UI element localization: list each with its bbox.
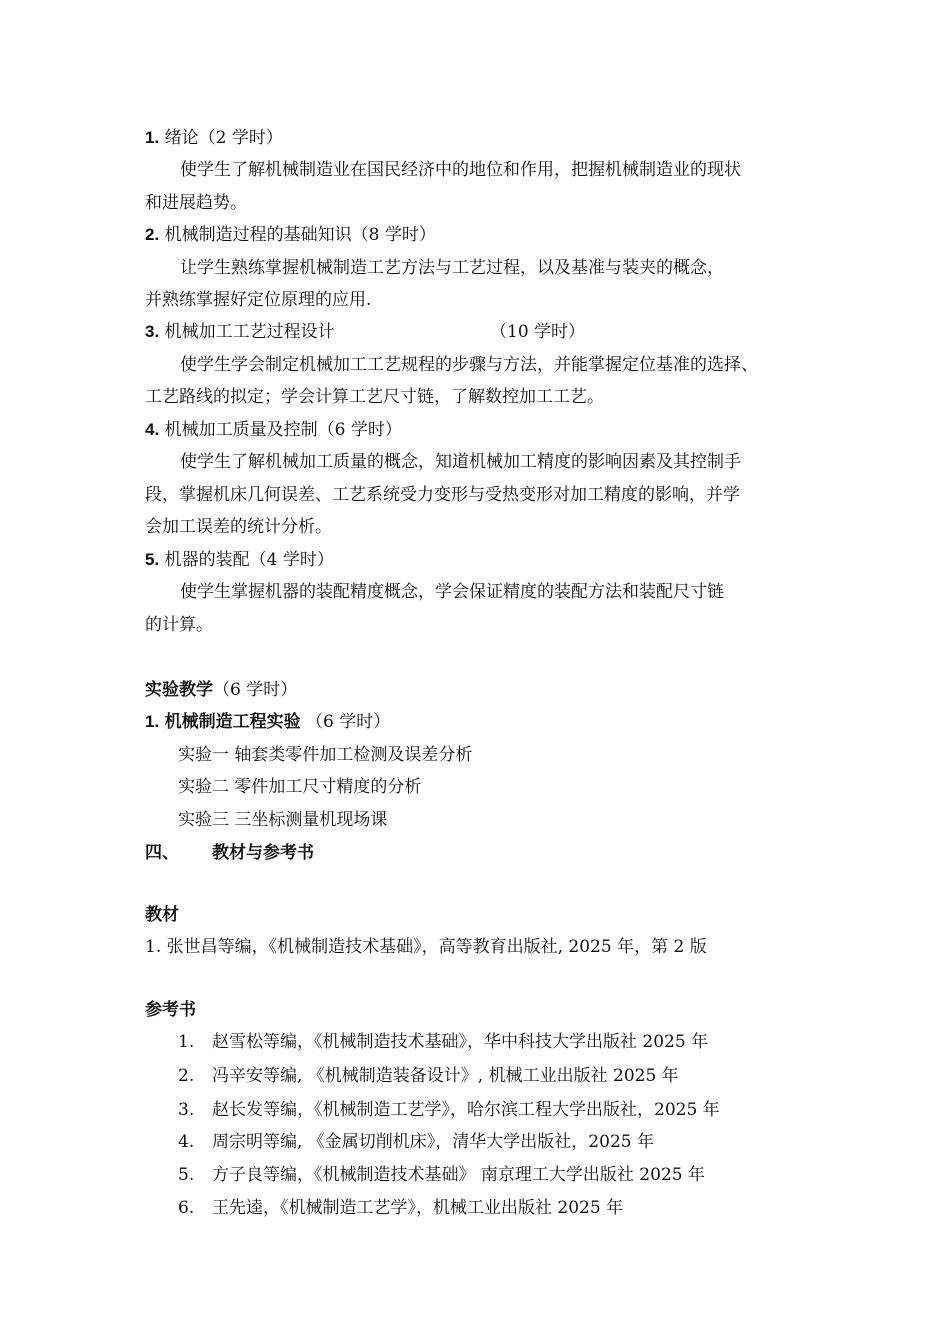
- textbook-heading: 教材: [145, 905, 179, 925]
- topic-2-desc-line-2: 并熟练掌握好定位原理的应用.: [145, 290, 372, 310]
- references-heading: 参考书: [145, 1000, 196, 1020]
- topic-4-desc-line-1: 使学生了解机械加工质量的概念，知道机械加工精度的影响因素及其控制手: [180, 452, 741, 472]
- topic-4-desc-line-2: 段，掌握机床几何误差、工艺系统受力变形与受热变形对加工精度的影响，并学: [145, 485, 740, 505]
- textbook-item-1: 1. 张世昌等编，《机械制造技术基础》，高等教育出版社, 2025 年，第 2 版: [145, 937, 707, 957]
- topic-3-number: 3.: [145, 322, 160, 341]
- reference-item-5-text: 方子良等编，《机械制造技术基础》 南京理工大学出版社 2025 年: [212, 1165, 705, 1185]
- reference-item-3-text: 赵长发等编，《机械制造工艺学》，哈尔滨工程大学出版社，2025 年: [212, 1100, 720, 1120]
- topic-1-number: 1.: [145, 128, 160, 147]
- topic-5-heading: [145, 550, 334, 570]
- reference-item-5: [178, 1165, 194, 1185]
- topic-2-number: 2.: [145, 225, 160, 244]
- lab-item-2: 实验二 零件加工尺寸精度的分析: [178, 777, 422, 797]
- experiment-item-hours: （6 学时）: [306, 712, 391, 732]
- topic-5-desc-line-1: 使学生掌握机器的装配精度概念，学会保证精度的装配方法和装配尺寸链: [180, 582, 724, 602]
- topic-3-desc-line-2: 工艺路线的拟定；学会计算工艺尺寸链，了解数控加工工艺。: [145, 387, 604, 407]
- lab-item-1: 实验一 轴套类零件加工检测及误差分析: [178, 745, 473, 765]
- reference-item-4-text: 周宗明等编, 《金属切削机床》，清华大学出版社，2025 年: [212, 1132, 654, 1152]
- reference-item-3: [178, 1100, 194, 1120]
- reference-item-6-number: 6.: [178, 1198, 195, 1218]
- topic-1-title: 绪论（2 学时）: [164, 128, 283, 148]
- reference-item-2-number: 2.: [178, 1066, 195, 1086]
- reference-item-4-number: 4.: [178, 1132, 195, 1152]
- section-4-title: 教材与参考书: [212, 843, 314, 863]
- topic-3-title: 机械加工工艺过程设计: [164, 322, 335, 342]
- experiment-item-1: [145, 712, 390, 732]
- topic-5-number: 5.: [145, 550, 160, 569]
- topic-3-desc-line-1: 使学生学会制定机械加工工艺规程的步骤与方法，并能掌握定位基准的选择、: [180, 355, 758, 375]
- topic-4-heading: [145, 420, 402, 440]
- reference-item-2: [178, 1066, 194, 1086]
- topic-5-desc-line-2: 的计算。: [145, 615, 213, 635]
- topic-5-title: 机器的装配（4 学时）: [164, 550, 334, 570]
- topic-3-heading: [145, 322, 335, 342]
- experiment-item-title: 机械制造工程实验: [164, 712, 301, 732]
- reference-item-6: [178, 1198, 194, 1218]
- topic-1-desc-line-2: 和进展趋势。: [145, 193, 247, 213]
- topic-4-number: 4.: [145, 420, 160, 439]
- reference-item-1: [178, 1032, 194, 1052]
- experiment-item-number: 1.: [145, 712, 160, 731]
- reference-item-3-number: 3.: [178, 1100, 195, 1120]
- topic-1-desc-line-1: 使学生了解机械制造业在国民经济中的地位和作用，把握机械制造业的现状: [180, 160, 741, 180]
- reference-item-2-text: 冯辛安等编, 《机械制造装备设计》, 机械工业出版社 2025 年: [212, 1066, 679, 1086]
- topic-2-title: 机械制造过程的基础知识（8 学时）: [164, 225, 436, 245]
- section-4-number: 四、: [145, 843, 179, 863]
- topic-4-desc-line-3: 会加工误差的统计分析。: [145, 517, 332, 537]
- topic-4-title: 机械加工质量及控制（6 学时）: [164, 420, 402, 440]
- lab-item-3: 实验三 三坐标测量机现场课: [178, 810, 388, 830]
- experiment-heading-label: 实验教学: [145, 680, 213, 700]
- topic-2-desc-line-1: 让学生熟练掌握机械制造工艺方法与工艺过程，以及基准与装夹的概念，: [180, 258, 724, 278]
- reference-item-1-number: 1.: [178, 1032, 195, 1052]
- reference-item-1-text: 赵雪松等编，《机械制造技术基础》，华中科技大学出版社 2025 年: [212, 1032, 709, 1052]
- topic-2-heading: [145, 225, 436, 245]
- topic-3-hours: （10 学时）: [490, 322, 586, 342]
- reference-item-4: [178, 1132, 194, 1152]
- reference-item-6-text: 王先逵，《机械制造工艺学》，机械工业出版社 2025 年: [212, 1198, 624, 1218]
- experiment-heading-hours: （6 学时）: [213, 680, 298, 700]
- reference-item-5-number: 5.: [178, 1165, 195, 1185]
- experiment-heading: [145, 680, 297, 700]
- topic-1-heading: [145, 128, 283, 148]
